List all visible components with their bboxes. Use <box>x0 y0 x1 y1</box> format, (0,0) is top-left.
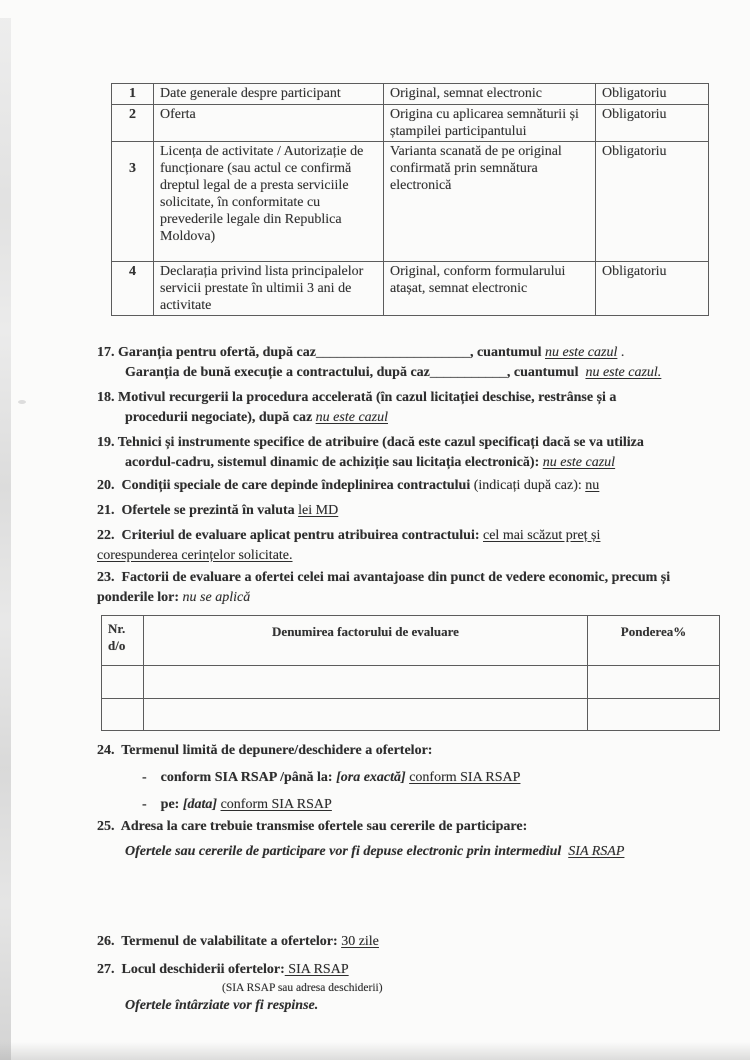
text-segment: , cuantumul <box>469 345 546 360</box>
text-segment: ponderile lor: <box>97 590 183 605</box>
table-row <box>112 262 709 316</box>
text-segment: Ofertele se prezintă în valuta <box>121 503 299 518</box>
item-21-line-1 <box>97 501 737 521</box>
item-21 <box>97 501 737 521</box>
scan-smudge-artifact <box>18 400 26 404</box>
text-segment: conform SIA RSAP <box>409 770 521 785</box>
item-22 <box>97 526 737 566</box>
item-27-line-3 <box>97 996 737 1016</box>
text-segment: acordul-cadru, sistemul dinamic de achiziție sau licitația electronică): <box>125 455 543 470</box>
cell-document-form: Varianta scanată de pe original confirmată prin semnătura electronică <box>384 142 596 262</box>
text-segment: procedurii negociate), după caz <box>125 410 316 425</box>
text-segment: corespunderea cerințelor solicitate. <box>97 548 293 563</box>
text-segment: Criteriul de evaluare aplicat pentru atribuirea contractului: <box>121 528 483 543</box>
item-24-bullet-2 <box>97 795 737 815</box>
document-content <box>97 0 737 1016</box>
item-18-line-2 <box>97 408 737 428</box>
table-row <box>112 105 709 142</box>
text-segment: Ofertele sau cererile de participare vor fi depuse electronic prin intermediul <box>125 844 569 859</box>
item-27 <box>97 960 737 1016</box>
cell-document-name: Date generale despre participant <box>154 84 384 105</box>
text-segment: Adresa la care trebuie transmise ofertele sau cererile de participare: <box>120 819 528 834</box>
text-segment: 22. <box>97 528 122 543</box>
cell-row-number: 1 <box>112 84 154 105</box>
table-header-row <box>102 616 720 666</box>
item-17 <box>97 343 737 383</box>
cell-document-form: Original, semnat electronic <box>384 84 596 105</box>
cell-document-name: Oferta <box>154 105 384 142</box>
text-segment: 19. <box>97 435 118 450</box>
text-segment: (SIA RSAP sau adresa deschiderii) <box>222 982 383 994</box>
text-segment: Termenul de valabilitate a ofertelor: <box>121 934 342 949</box>
text-segment: Motivul recurgerii la procedura accelerată (în cazul licitației deschise, restrânse și a <box>118 390 617 405</box>
item-20-line-1 <box>97 476 737 496</box>
text-segment: 30 zile <box>341 934 379 949</box>
cell-empty <box>102 699 144 731</box>
item-23-line-1 <box>97 568 737 588</box>
item-18 <box>97 388 737 428</box>
item-26-line-1 <box>97 932 737 952</box>
item-17-line-1 <box>97 343 737 363</box>
item-24-bullet-1 <box>97 768 737 788</box>
item-23-line-2 <box>97 588 737 608</box>
clauses <box>97 343 737 1016</box>
cell-empty <box>144 699 588 731</box>
text-segment: pe: <box>160 797 183 812</box>
item-18-line-1 <box>97 388 737 408</box>
cell-empty <box>144 666 588 699</box>
item-26 <box>97 932 737 952</box>
item-24 <box>97 741 737 815</box>
text-segment: nu este cazul. <box>585 365 662 380</box>
item-17-line-2 <box>97 363 737 383</box>
text-segment: - <box>142 797 161 812</box>
header-cell-number: Nr. d/o <box>102 616 144 666</box>
text-segment: 25. <box>97 819 121 834</box>
cell-empty <box>102 666 144 699</box>
text-segment: cel mai scăzut preț și <box>483 528 601 543</box>
text-segment: [data] <box>182 797 221 812</box>
item-25 <box>97 817 737 862</box>
text-segment: SIA RSAP <box>284 962 349 977</box>
cell-document-name: Declarația privind lista principalelor servicii prestate în ultimii 3 ani de activitate <box>154 262 384 316</box>
text-segment: . <box>617 345 625 360</box>
item-27-line-1 <box>97 960 737 980</box>
item-22-line-2 <box>97 546 737 566</box>
text-segment: nu este cazul <box>545 345 618 360</box>
text-segment: nu se aplică <box>182 590 251 605</box>
text-segment: 21. <box>97 503 122 518</box>
text-segment: Termenul limită de depunere/deschidere a ofertelor: <box>121 743 433 758</box>
text-segment: 26. <box>97 934 122 949</box>
item-25-line-2 <box>97 842 737 862</box>
cell-document-form: Original, conform formularului atașat, semnat electronic <box>384 262 596 316</box>
item-24-line-1 <box>97 741 737 761</box>
text-segment: ___________ <box>429 365 507 380</box>
item-23 <box>97 568 737 608</box>
cell-obligation: Obligatoriu <box>596 142 709 262</box>
cell-empty <box>588 666 720 699</box>
text-segment: 18. <box>97 390 118 405</box>
item-19 <box>97 433 737 473</box>
cell-row-number: 4 <box>112 262 154 316</box>
text-segment: - <box>142 770 161 785</box>
text-segment: nu este cazul <box>542 455 616 470</box>
cell-row-number: 3 <box>112 142 154 262</box>
text-segment: (indicați după caz): <box>473 478 586 493</box>
item-19-line-2 <box>97 453 737 473</box>
cell-row-number: 2 <box>112 105 154 142</box>
text-segment: 27. <box>97 962 122 977</box>
scan-edge-artifact-left <box>0 18 11 1060</box>
scan-edge-artifact-bottom <box>0 1042 750 1060</box>
text-segment: conform SIA RSAP /până la: <box>160 770 337 785</box>
table-row <box>112 84 709 105</box>
text-segment: 17. <box>97 345 118 360</box>
text-segment: Ofertele întârziate vor fi respinse. <box>125 998 319 1013</box>
text-segment: SIA RSAP <box>568 844 625 859</box>
text-segment: Garanția de bună execuție a contractului, după caz <box>125 365 430 380</box>
header-cell-weight: Ponderea% <box>588 616 720 666</box>
text-segment: Condiții speciale de care depinde îndeplinirea contractului <box>121 478 474 493</box>
text-segment: lei MD <box>298 503 339 518</box>
item-25-line-1 <box>97 817 737 837</box>
item-20 <box>97 476 737 496</box>
cell-document-form: Origina cu aplicarea semnăturii și ștampilei participantului <box>384 105 596 142</box>
text-segment: 24. <box>97 743 122 758</box>
text-segment: 20. <box>97 478 122 493</box>
cell-obligation: Obligatoriu <box>596 84 709 105</box>
text-segment: nu este cazul <box>315 410 388 425</box>
required-documents-table <box>111 83 709 316</box>
table-row <box>112 142 709 262</box>
text-segment: ______________________ <box>315 345 470 360</box>
text-segment: Factorii de evaluare a ofertei celei mai avantajoase din punct de vedere economic, precum și <box>121 570 671 585</box>
text-segment: Locul deschiderii ofertelor: <box>121 962 285 977</box>
header-cell-factor: Denumirea factorului de evaluare <box>144 616 588 666</box>
item-27-note <box>97 980 737 996</box>
text-segment: 23. <box>97 570 122 585</box>
item-22-line-1 <box>97 526 737 546</box>
table-row-empty <box>102 666 720 699</box>
cell-empty <box>588 699 720 731</box>
cell-document-name: Licența de activitate / Autorizație de funcționare (sau actul ce confirmă dreptul legal de a presta serviciile solicitate, în conformitate cu prevederile legale din Republica Moldova) <box>154 142 384 262</box>
text-segment: Tehnici și instrumente specifice de atribuire (dacă este cazul specificați dacă se va utiliza <box>117 435 644 450</box>
cell-obligation: Obligatoriu <box>596 262 709 316</box>
text-segment: nu <box>585 478 600 493</box>
evaluation-factors-table <box>101 615 720 731</box>
text-segment: [ora exactă] <box>336 770 410 785</box>
text-segment: conform SIA RSAP <box>220 797 332 812</box>
cell-obligation: Obligatoriu <box>596 105 709 142</box>
table-row-empty <box>102 699 720 731</box>
text-segment: Garanția pentru ofertă, după caz <box>118 345 316 360</box>
text-segment: , cuantumul <box>506 365 586 380</box>
item-19-line-1 <box>97 433 737 453</box>
